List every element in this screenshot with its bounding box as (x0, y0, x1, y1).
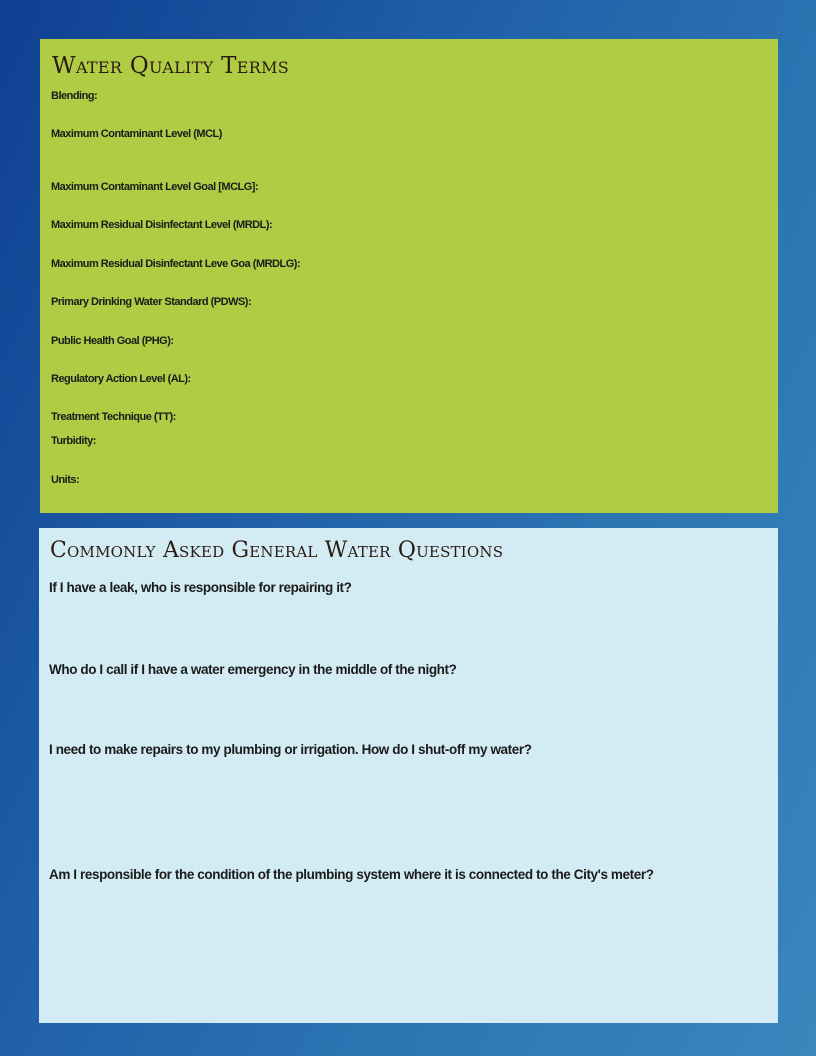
term-mclg: Maximum Contaminant Level Goal [MCLG]: (51, 181, 259, 193)
term-blending: Blending: (51, 90, 98, 102)
term-al: Regulatory Action Level (AL): (51, 373, 191, 385)
term-units: Units: (51, 474, 80, 486)
question-leak-repair: If I have a leak, who is responsible for repairing it? (49, 580, 352, 595)
question-plumbing-responsibility: Am I responsible for the condition of the plumbing system where it is connected to the City's meter? (49, 867, 654, 882)
term-mrdlg: Maximum Residual Disinfectant Leve Goa (MRDLG): (51, 258, 301, 270)
general-water-questions-panel (39, 528, 778, 1023)
term-tt: Treatment Technique (TT): (51, 411, 176, 423)
question-night-emergency: Who do I call if I have a water emergency in the middle of the night? (49, 662, 457, 677)
water-quality-terms-panel (40, 39, 778, 513)
term-mrdl: Maximum Residual Disinfectant Level (MRDL): (51, 219, 273, 231)
term-pdws: Primary Drinking Water Standard (PDWS): (51, 296, 252, 308)
term-turbidity: Turbidity: (51, 435, 96, 447)
term-phg: Public Health Goal (PHG): (51, 335, 174, 347)
term-mcl: Maximum Contaminant Level (MCL) (51, 128, 222, 140)
terms-section-title: Water Quality Terms (52, 53, 290, 79)
faq-section-title: Commonly Asked General Water Questions (50, 538, 504, 563)
question-shut-off-water: I need to make repairs to my plumbing or irrigation. How do I shut-off my water? (49, 742, 532, 757)
